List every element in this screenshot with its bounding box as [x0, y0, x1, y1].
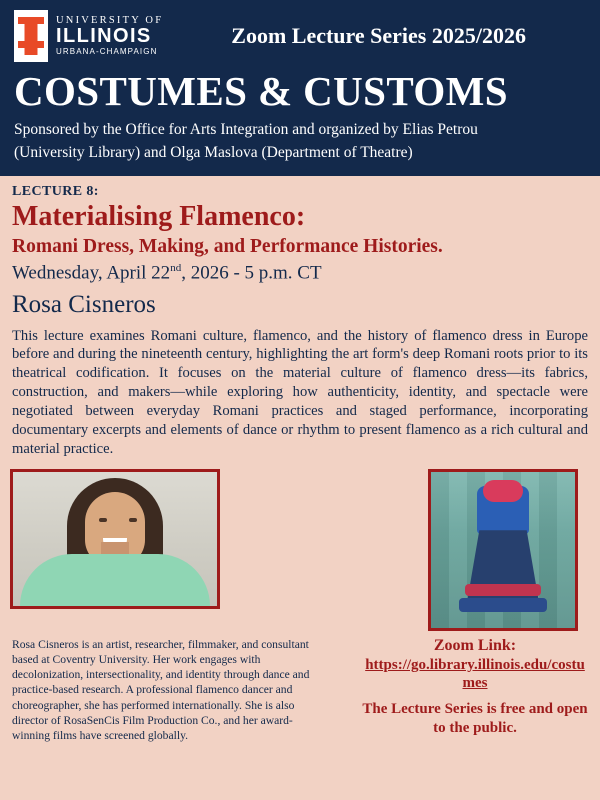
dress-ruffle-upper: [465, 584, 541, 596]
logo-line-university-of: UNIVERSITY OF: [56, 15, 164, 27]
zoom-info-block: [360, 637, 590, 738]
university-logo: [14, 10, 163, 62]
poster-main-title: COSTUMES & CUSTOMS: [14, 68, 508, 114]
free-and-open-note: The Lecture Series is free and open to the public.: [362, 701, 588, 737]
portrait-eye-right: [129, 518, 137, 522]
lecture-number-label: LECTURE 8:: [12, 183, 99, 199]
illinois-block-i-icon: [14, 10, 48, 62]
zoom-link-label: Zoom Link:: [433, 637, 517, 655]
poster-header: [0, 0, 600, 176]
speaker-photo: [10, 469, 220, 609]
dress-illustration: [431, 472, 575, 628]
datetime-ordinal: nd: [170, 262, 182, 275]
speaker-portrait-illustration: [13, 472, 217, 606]
datetime-main: Wednesday, April 22: [12, 262, 171, 284]
series-title: Zoom Lecture Series 2025/2026: [231, 23, 526, 48]
poster-content: [0, 176, 600, 459]
sponsor-line-1: Sponsored by the Office for Arts Integration and organized by Elias Petrou: [14, 121, 478, 139]
images-row: [0, 469, 600, 631]
lecture-title: Materialising Flamenco:: [12, 200, 306, 232]
lecture-abstract: This lecture examines Romani culture, flamenco, and the history of flamenco dress in Europe before and during the nineteenth century, highlighting the art form's deep Romani roots prior to its theatrical codification. It focuses on the material culture of flamenco dress—its fabrics, construction, and makers—while exploring how authenticity, identity, and spectacle were negotiated between everyday Romani practices and staged performance, incorporating documentary excerpts and elements of dance or rhythm to present flamenco as a rich cultural and material practice.: [12, 327, 588, 458]
logo-line-urbana-champaign: URBANA-CHAMPAIGN: [56, 47, 158, 57]
header-top-row: [14, 10, 586, 62]
speaker-name: Rosa Cisneros: [12, 290, 156, 318]
dress-photo: [428, 469, 578, 631]
portrait-sweater: [20, 554, 210, 606]
university-logo-text: [56, 15, 163, 56]
sponsor-line-2: (University Library) and Olga Maslova (Department of Theatre): [14, 143, 413, 161]
lecture-subtitle: Romani Dress, Making, and Performance Histories.: [12, 235, 443, 257]
portrait-eye-left: [99, 518, 107, 522]
lecture-datetime: [12, 262, 588, 284]
dress-scarf: [483, 480, 523, 502]
speaker-bio: Rosa Cisneros is an artist, researcher, filmmaker, and consultant based at Coventry University. Her work engages with decolonization, intersectionality, and identity through dance and practice-based research. A professional flamenco dancer and choreographer, she has performed internationally. She is also director of RosaSenCis Film Production Co., and her award-winning films have screened globally.: [12, 638, 310, 742]
dress-ruffle-lower: [459, 598, 547, 612]
datetime-rest: , 2026 - 5 p.m. CT: [181, 262, 322, 284]
bottom-row: [0, 631, 600, 742]
logo-line-illinois: ILLINOIS: [56, 25, 152, 48]
zoom-link-url[interactable]: https://go.library.illinois.edu/costumes: [365, 657, 585, 692]
